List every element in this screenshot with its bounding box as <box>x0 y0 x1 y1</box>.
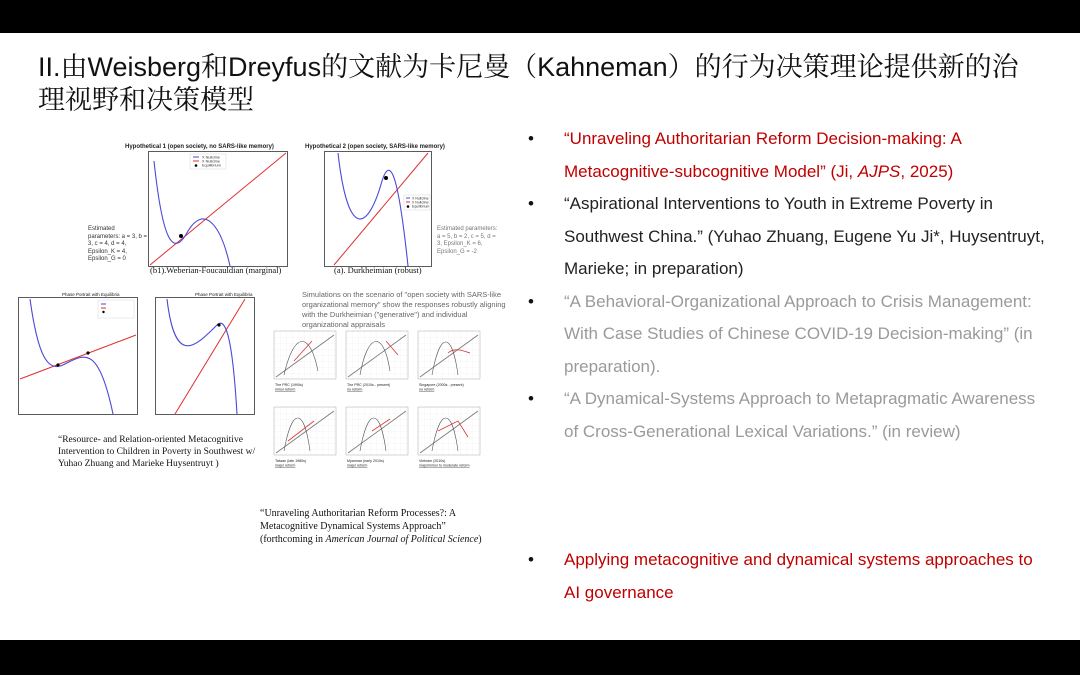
hyp1-params: Estimated parameters: a = 3, b = 3, c = 4, d = 4, Epsilon_K = 4, Epsilon_G = 0 <box>88 226 148 262</box>
ref-item-1 <box>528 123 1048 188</box>
ref-1-end: , 2025) <box>900 161 954 181</box>
ref-item-5 <box>528 544 1048 609</box>
case-label-4a: Myanmar (early 2010s) <box>347 459 384 463</box>
hyp1-legend-1: X Nullcline <box>202 159 220 164</box>
hyp2-plot <box>324 151 432 267</box>
ref-4-text: “A Dynamical-Systems Approach to Metapragmatic Awareness of Cross-Generational Lexical Variations.” (in review) <box>564 389 1036 441</box>
ref-item-3 <box>528 286 1048 384</box>
ref-1-journal: AJPS <box>857 161 901 181</box>
caption-a: (a). Durkheimian (robust) <box>334 265 422 275</box>
bullet: • <box>528 129 534 148</box>
bullet: • <box>528 291 534 311</box>
hyp1-plot <box>148 151 288 267</box>
case-label-2b: no reform <box>419 387 435 392</box>
unravel-caption-end: ) <box>478 534 482 545</box>
ref-5-text: Applying metacognitive and dynamical systems approaches to AI governance <box>564 550 1033 602</box>
case-label-5a: Vietnam (2010s) <box>419 459 446 463</box>
bullet: • <box>528 550 534 569</box>
case-label-0b: minor reform <box>275 387 296 392</box>
ref-item-2 <box>528 188 1048 286</box>
resource-caption: “Resource- and Relation-oriented Metacognitive Intervention to Children in Poverty in Southwest w/ Yuhao Zhuang and Marieke Huysentruyt ) <box>58 435 256 469</box>
hyp1-legend-2: Equilibrium <box>202 163 221 168</box>
hyp2-legend-2: Equilibrium <box>412 204 430 209</box>
unravel-caption-text: “Unraveling Authoritarian Reform Processes?: A Metacognitive Dynamical Systems Approach” (forthcoming in <box>260 508 456 545</box>
ref-3-text: “A Behavioral-Organizational Approach to Crisis Management: With Case Studies of Chinese COVID-19 Decision-making” (in preparation). <box>564 291 1033 376</box>
case-label-2a: Singapore (2000s - present) <box>419 383 464 387</box>
simulation-text: Simulations on the scenario of "open society with SARS-like organizational memory" show the responses robustly aligning with the Durkheimian ("generative") and individual organizational appraisals <box>302 290 506 329</box>
phase-plot-1 <box>18 297 138 415</box>
hyp1-legend-0: X Nullcline <box>202 155 220 160</box>
unravel-caption <box>260 507 500 546</box>
ref-item-4 <box>528 383 1048 448</box>
bullet: • <box>528 389 534 408</box>
future-list <box>528 544 1048 609</box>
bullet: • <box>528 194 534 213</box>
slide <box>0 33 1080 640</box>
ref-2-text: “Aspirational Interventions to Youth in Extreme Poverty in Southwest China.” (Yuhao Zhuang, Eugene Yu Ji*, Huysentruyt, Marieke; in preparation) <box>564 194 1045 278</box>
case-label-5b: major/minor to moderate reform <box>419 463 470 468</box>
hyp2-legend-0: X Nullcline <box>412 196 429 201</box>
case-label-3a: Taiwan (late 1980s) <box>275 459 307 463</box>
case-grid <box>268 329 488 499</box>
unravel-caption-journal: American Journal of Political Science <box>325 534 479 545</box>
slide-title: II.由Weisberg和Dreyfus的文献为卡尼曼（Kahneman）的行为决策理论提供新的治理视野和决策模型 <box>38 52 1019 115</box>
hyp2-params: Estimated parameters: a = 5, b = 2, c = 5, d = 3, Epsilon_K = 6, Epsilon_G = -2 <box>437 226 498 255</box>
case-label-1b: no reform <box>347 387 363 392</box>
case-label-4b: major reform <box>347 463 368 468</box>
reference-list <box>528 123 1048 448</box>
case-label-3b: major reform <box>275 463 296 468</box>
phase-title-2: Phase Portrait with Equilibria <box>195 292 253 297</box>
phase-plot-2 <box>155 297 255 415</box>
case-label-0a: The PRC (1990s) <box>275 383 303 387</box>
phase-title-1: Phase Portrait with Equilibria <box>62 292 120 297</box>
case-label-1a: The PRC (2010s - present) <box>347 383 391 387</box>
hyp2-title: Hypothetical 2 (open society, SARS-like memory) <box>305 144 445 150</box>
hyp1-title: Hypothetical 1 (open society, no SARS-like memory) <box>125 144 274 150</box>
ref-1-text: “Unraveling Authoritarian Reform Decision-making: A Metacognitive-subcognitive Model” (Ji, <box>564 129 961 181</box>
hyp2-legend-1: X Nullcline <box>412 200 429 205</box>
caption-b1: (b1).Weberian-Foucauldian (marginal) <box>150 265 282 275</box>
